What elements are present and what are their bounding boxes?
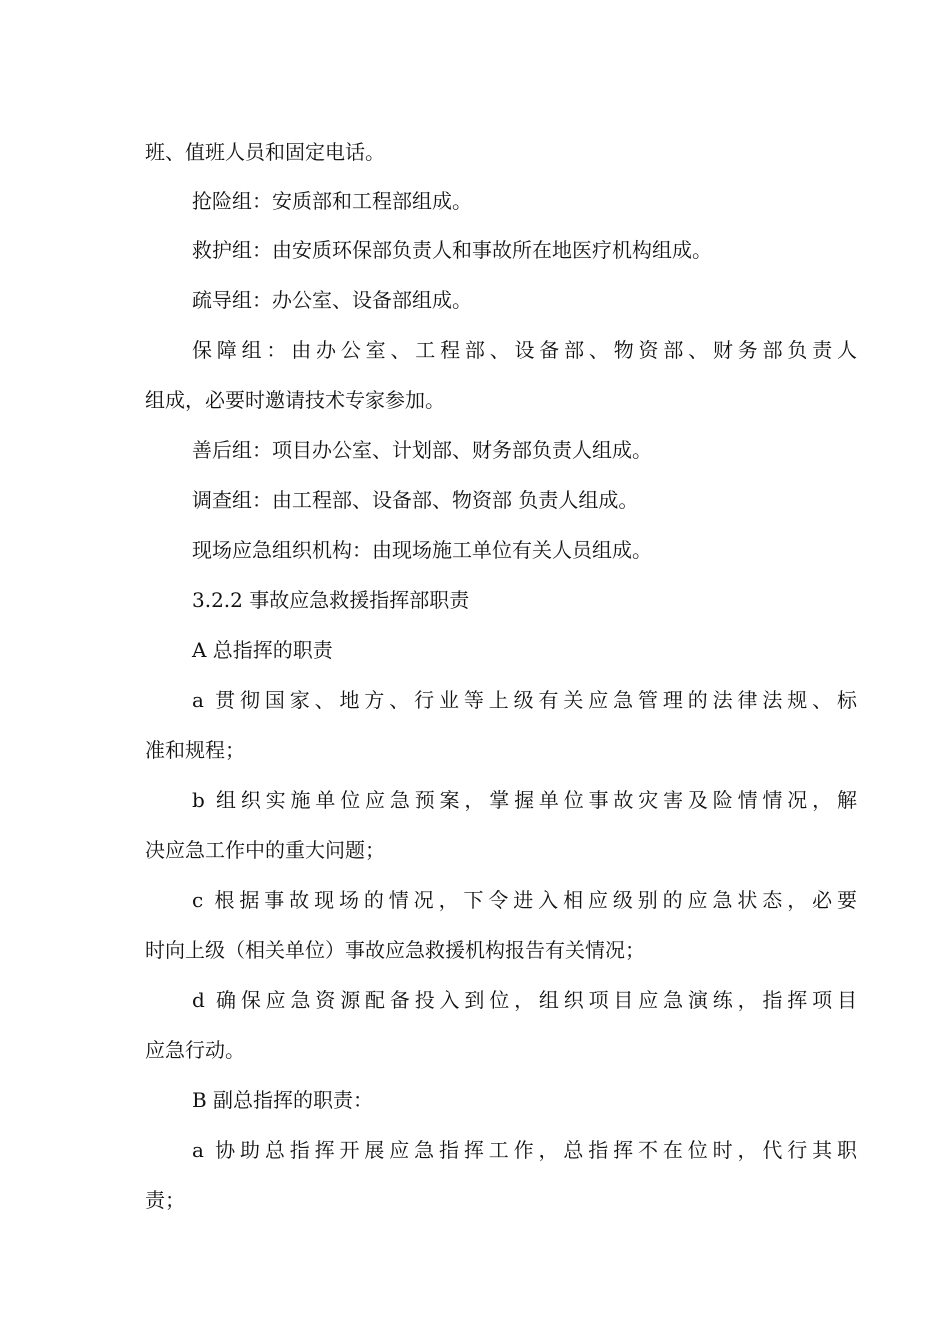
text-line-21: a 协助总指挥开展应急指挥工作，总指挥不在位时，代行其职 <box>192 1138 857 1162</box>
text-line-16: c 根据事故现场的情况，下令进入相应级别的应急状态，必要 <box>192 888 857 912</box>
text-line-4: 疏导组：办公室、设备部组成。 <box>192 288 472 312</box>
subsection-heading-b: B 副总指挥的职责： <box>192 1088 374 1112</box>
text-line-22: 责； <box>145 1188 185 1212</box>
text-line-15: 决应急工作中的重大问题； <box>145 838 385 862</box>
text-line-14: b 组织实施单位应急预案，掌握单位事故灾害及险情情况，解 <box>192 788 857 812</box>
text-line-18: d 确保应急资源配备投入到位，组织项目应急演练，指挥项目 <box>192 988 857 1012</box>
text-line-9: 现场应急组织机构：由现场施工单位有关人员组成。 <box>192 538 652 562</box>
text-line-6: 组成，必要时邀请技术专家参加。 <box>145 388 445 412</box>
text-line-12: a 贯彻国家、地方、行业等上级有关应急管理的法律法规、标 <box>192 688 857 712</box>
subsection-heading-a: A 总指挥的职责 <box>192 638 333 662</box>
section-heading: 3.2.2 事故应急救援指挥部职责 <box>192 588 470 612</box>
text-line-2: 抢险组：安质部和工程部组成。 <box>192 189 472 213</box>
text-line-7: 善后组：项目办公室、计划部、财务部负责人组成。 <box>192 438 652 462</box>
text-line-1: 班、值班人员和固定电话。 <box>145 140 385 164</box>
text-line-19: 应急行动。 <box>145 1038 245 1062</box>
text-line-3: 救护组：由安质环保部负责人和事故所在地医疗机构组成。 <box>192 238 712 262</box>
text-line-13: 准和规程； <box>145 738 245 762</box>
text-line-8: 调查组：由工程部、设备部、物资部 负责人组成。 <box>192 488 639 512</box>
text-line-17: 时向上级（相关单位）事故应急救援机构报告有关情况； <box>145 938 645 962</box>
text-line-5: 保障组：由办公室、工程部、设备部、物资部、财务部负责人 <box>192 338 857 362</box>
